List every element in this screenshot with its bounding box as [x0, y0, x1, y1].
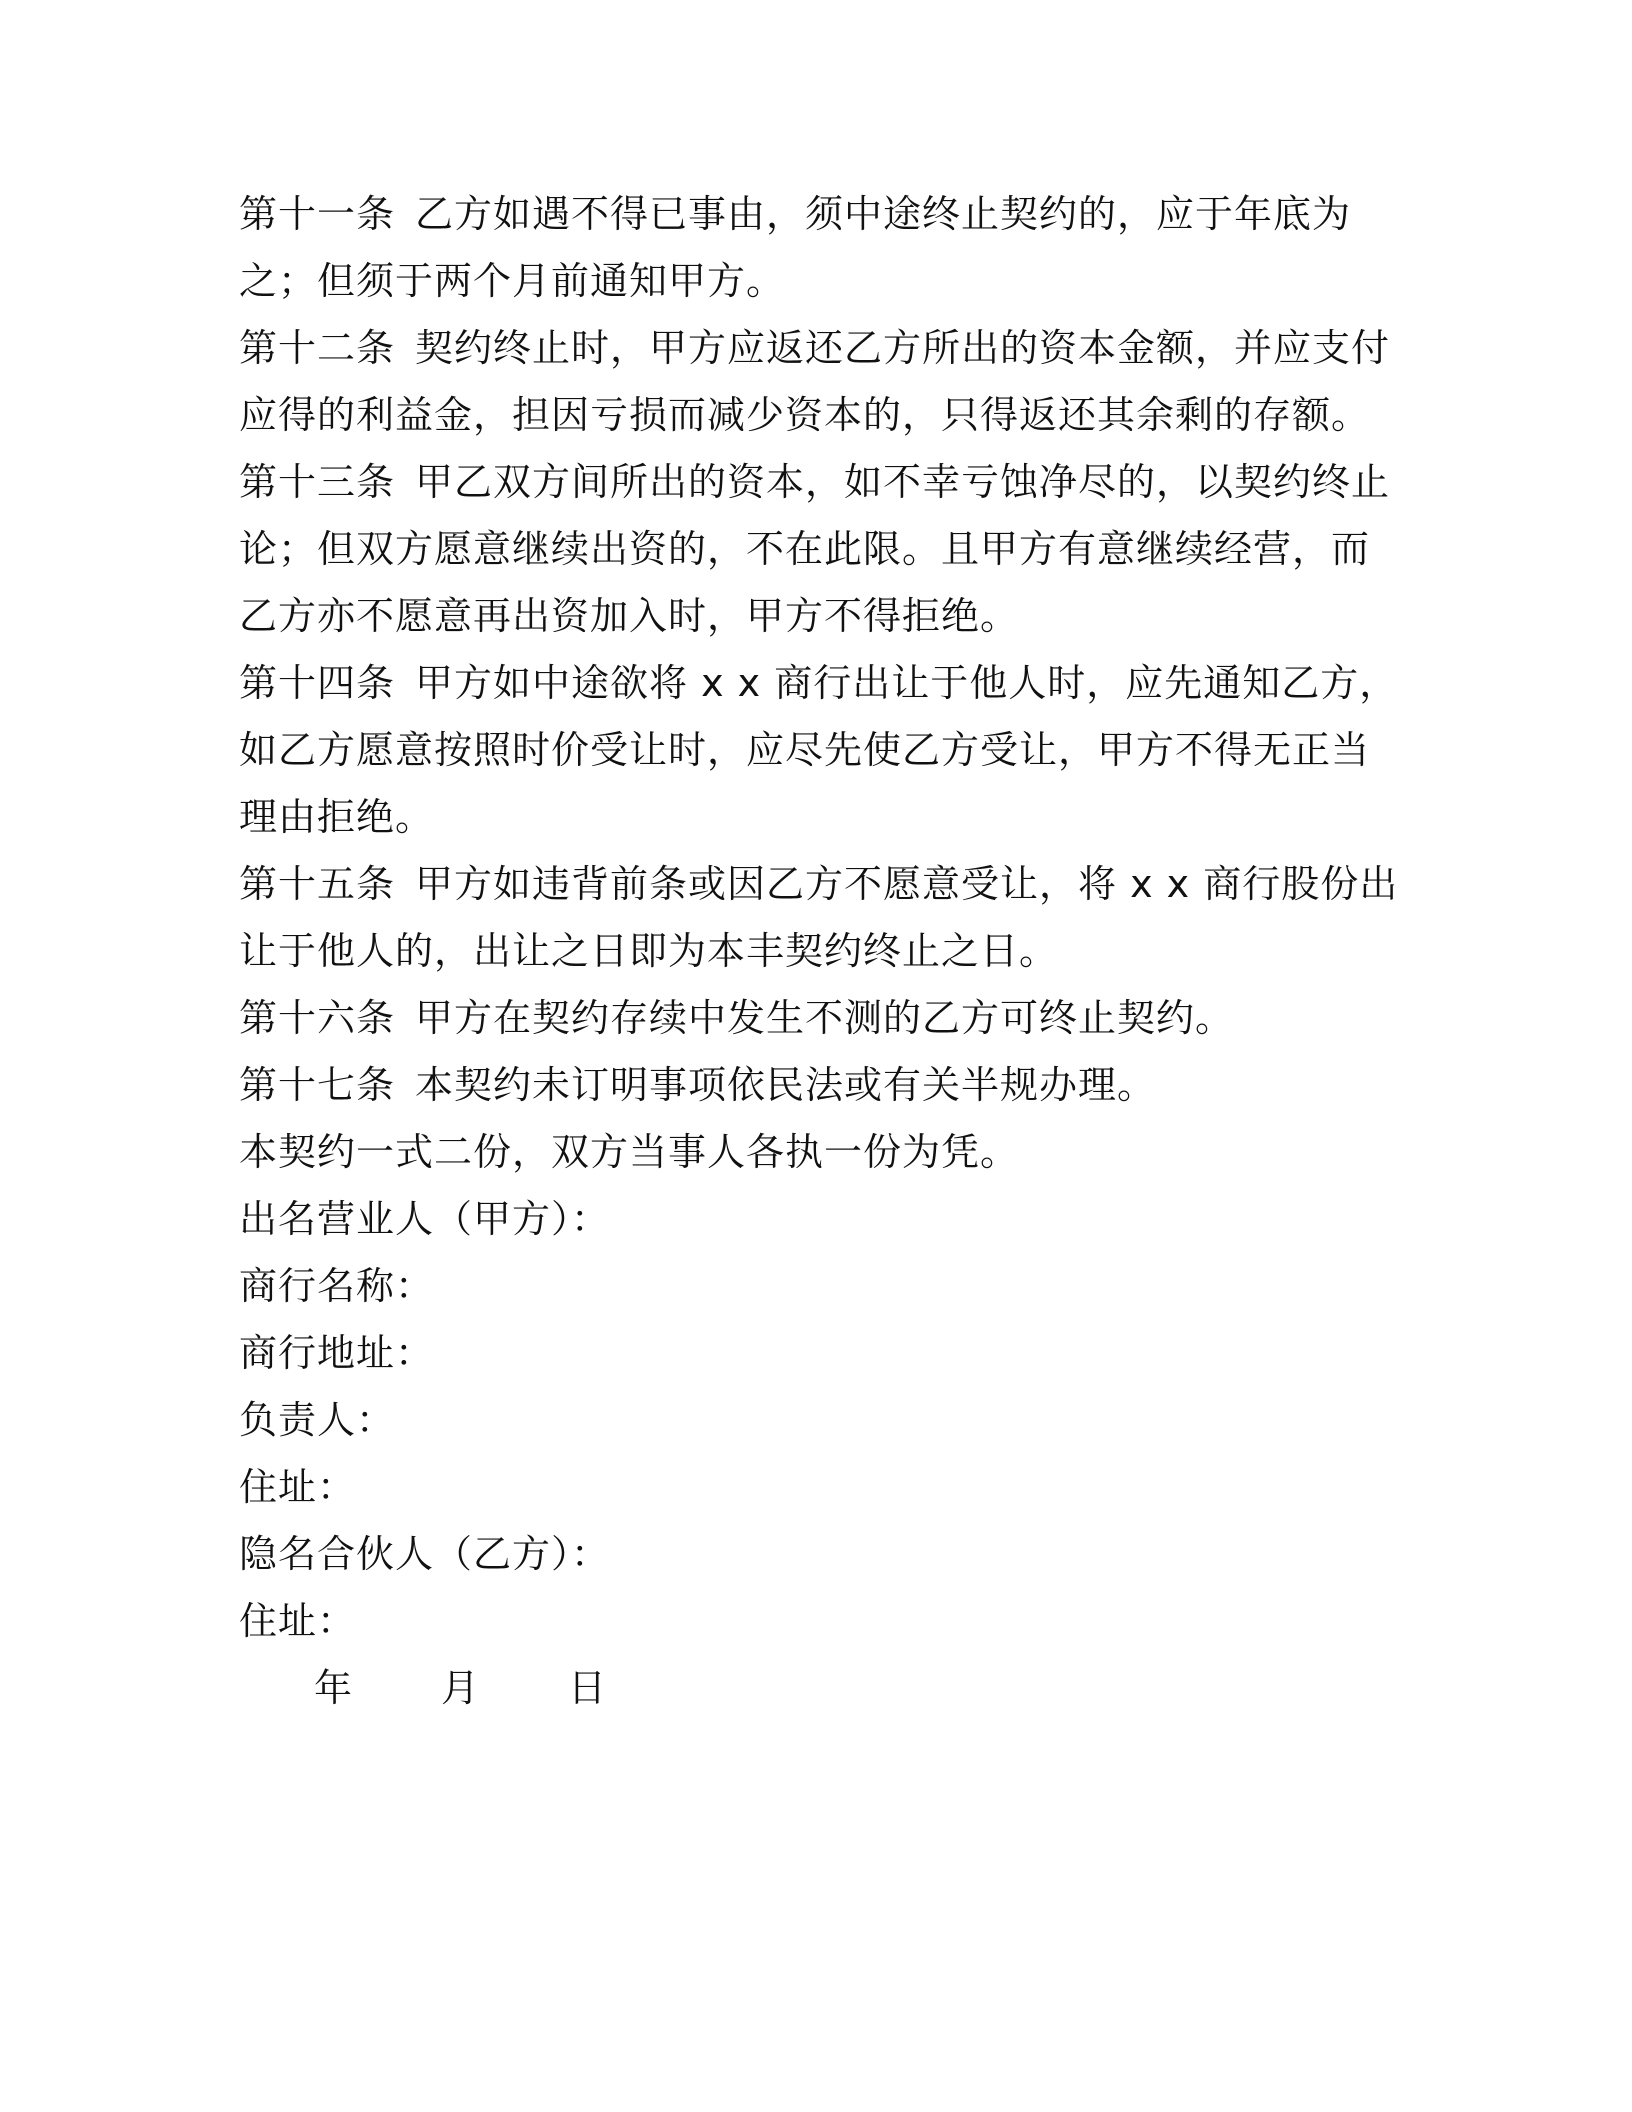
clause-number: 第十六条 — [239, 996, 396, 1040]
party-a-address-label: 住址： — [239, 1465, 357, 1509]
clause-text: 乙方如遇不得已事由，须中途终止契约的，应于年底为之；但须于两个月前通知甲方。 — [239, 192, 1352, 303]
firm-address-label: 商行地址： — [239, 1331, 435, 1375]
clause-text: 契约终止时，甲方应返还乙方所出的资本金额，并应支付应得的利益金，担因亏损而减少资本的，只得返还其余剩的存额。 — [239, 326, 1391, 437]
closing-statement: 本契约一式二份，双方当事人各执一份为凭。 — [239, 1130, 1020, 1174]
clause-text: 甲方如中途欲将 x x 商行出让于他人时，应先通知乙方，如乙方愿意按照时价受让时，应尽先使乙方受让，甲方不得无正当理由拒绝。 — [239, 661, 1399, 839]
clause-text: 本契约未订明事项依民法或有关半规办理。 — [415, 1063, 1157, 1107]
person-in-charge-label: 负责人： — [239, 1398, 396, 1442]
clause-number: 第十七条 — [239, 1063, 396, 1107]
clause-16 — [239, 985, 1399, 1052]
clause-number: 第十二条 — [239, 326, 396, 370]
party-a-label: 出名营业人（甲方）： — [239, 1197, 611, 1241]
clause-number: 第十四条 — [239, 661, 396, 705]
clause-number: 第十一条 — [239, 192, 396, 236]
clause-11 — [239, 181, 1399, 315]
date-month: 月 — [441, 1666, 481, 1710]
date-day: 日 — [568, 1666, 608, 1710]
clause-14 — [239, 650, 1399, 851]
clause-15 — [239, 851, 1399, 985]
clause-text: 甲方如违背前条或因乙方不愿意受让，将 x x 商行股份出让于他人的，出让之日即为本丰契约终止之日。 — [239, 862, 1399, 973]
firm-name-label: 商行名称： — [239, 1264, 435, 1308]
clause-17 — [239, 1052, 1399, 1119]
clause-text: 甲方在契约存续中发生不测的乙方可终止契约。 — [415, 996, 1235, 1040]
party-b-label: 隐名合伙人（乙方）： — [239, 1532, 611, 1576]
contract-body — [239, 181, 1399, 1722]
clause-number: 第十三条 — [239, 460, 396, 504]
date-line — [239, 1655, 1399, 1722]
clause-number: 第十五条 — [239, 862, 396, 906]
party-b-address-label: 住址： — [239, 1599, 357, 1643]
clause-12 — [239, 315, 1399, 449]
date-year: 年 — [314, 1666, 354, 1710]
clause-13 — [239, 449, 1399, 650]
clause-text: 甲乙双方间所出的资本，如不幸亏蚀净尽的，以契约终止论；但双方愿意继续出资的，不在此限。且甲方有意继续经营，而乙方亦不愿意再出资加入时，甲方不得拒绝。 — [239, 460, 1391, 638]
